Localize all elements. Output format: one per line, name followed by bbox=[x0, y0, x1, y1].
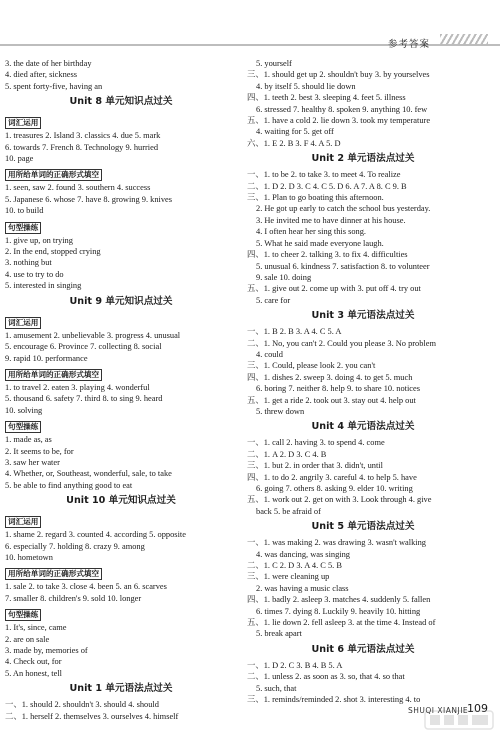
answer-line: 4. could bbox=[256, 349, 283, 359]
answer-line: 5. thousand 6. safety 7. third 8. to sing 9. heard bbox=[5, 394, 163, 404]
answer-line: 6. boring 7. neither 8. help 9. to share 10. notices bbox=[256, 384, 420, 394]
answer-line: 2. It seems to be, for bbox=[5, 446, 74, 456]
answer-line: 4. by itself 5. should lie down bbox=[256, 81, 356, 91]
answer-line: 5. unusual 6. kindness 7. satisfaction 8. to volunteer bbox=[256, 261, 430, 271]
answer-line: 5. such, that bbox=[256, 683, 297, 693]
unit-heading: Unit 10 单元知识点过关 bbox=[66, 495, 176, 507]
answer-line: 5. What he said made everyone laugh. bbox=[256, 238, 384, 248]
answer-line: 4. I often hear her sing this song. bbox=[256, 227, 367, 237]
unit-heading: Unit 6 单元语法点过关 bbox=[311, 643, 415, 655]
answer-line: 二、1. No, you can't 2. Could you please 3. No problem bbox=[247, 338, 436, 348]
answer-line: 1. sale 2. to take 3. close 4. been 5. an 6. scarves bbox=[5, 582, 167, 592]
answer-line: 五、1. have a cold 2. lie down 3. took my temperature bbox=[247, 116, 431, 126]
answer-line: 二、1. D 2. D 3. C 4. C 5. D 6. A 7. A 8. C 9. B bbox=[247, 181, 407, 191]
section-tag: 句型操练 bbox=[5, 222, 41, 234]
answer-line: 一、1. should 2. shouldn't 3. should 4. should bbox=[5, 700, 159, 710]
page-number: 109 bbox=[467, 702, 488, 715]
answer-line: 三、1. Plan to go boating this afternoon. bbox=[247, 193, 384, 203]
answer-line: 1. give up, on trying bbox=[5, 235, 73, 245]
answer-line: 5. encourage 6. Province 7. collecting 8. social bbox=[5, 342, 162, 352]
answer-line: 一、1. was making 2. was drawing 3. wasn't walking bbox=[247, 538, 426, 548]
answer-line: 二、1. herself 2. themselves 3. ourselves 4. himself bbox=[5, 711, 179, 721]
answer-line: 4. Check out, for bbox=[5, 657, 62, 667]
answer-line: 7. smaller 8. children's 9. sold 10. longer bbox=[5, 593, 142, 603]
answer-line: 二、1. A 2. D 3. C 4. B bbox=[247, 449, 327, 459]
answer-line: 三、1. should get up 2. shouldn't buy 3. by yourselves bbox=[247, 70, 430, 80]
answer-line: 5. care for bbox=[256, 295, 291, 305]
answer-line: 1. amusement 2. unbelievable 3. progress 4. unusual bbox=[5, 330, 181, 340]
answer-line: 3. made by, memories of bbox=[5, 646, 88, 655]
section-tag: 词汇运用 bbox=[5, 516, 41, 528]
answer-line: 五、1. give out 2. come up with 3. put off 4. try out bbox=[247, 284, 421, 294]
answer-line: 5. break apart bbox=[256, 629, 302, 639]
answer-line: 1. treasures 2. Island 3. classics 4. due 5. mark bbox=[5, 131, 161, 141]
unit-heading: Unit 1 单元语法点过关 bbox=[69, 683, 173, 695]
page-header bbox=[0, 0, 500, 50]
answer-line: 一、1. to be 2. to take 3. to meet 4. To realize bbox=[247, 170, 401, 180]
section-tag-row bbox=[5, 563, 237, 581]
watermark-logo bbox=[424, 709, 494, 731]
answer-line: 9. rapid 10. performance bbox=[5, 353, 88, 363]
answer-line: 3. the date of her birthday bbox=[5, 59, 92, 68]
header-stripes-decoration bbox=[440, 34, 488, 45]
answer-line: 9. sale 10. doing bbox=[256, 272, 312, 282]
answer-line: 2. In the end, stopped crying bbox=[5, 247, 101, 257]
answer-line: 四、1. badly 2. asleep 3. matches 4. suddenly 5. fallen bbox=[247, 595, 431, 605]
section-tag-row bbox=[5, 604, 237, 622]
answer-line: 10. page bbox=[5, 154, 34, 164]
unit-heading: Unit 2 单元语法点过关 bbox=[311, 153, 415, 165]
section-tag: 用所给单词的正确形式填空 bbox=[5, 568, 102, 580]
answer-line: 五、1. get a ride 2. took out 3. stay out 4. help out bbox=[247, 395, 416, 405]
answer-line: 4. waiting for 5. get off bbox=[256, 127, 334, 137]
answer-line: 10. to build bbox=[5, 206, 44, 216]
left-column bbox=[5, 58, 237, 722]
answer-line: 1. to travel 2. eaten 3. playing 4. wonderful bbox=[5, 382, 150, 392]
answer-line: 6. going 7. others 8. asking 9. elder 10. writing bbox=[256, 484, 413, 493]
answer-line: 5. be able to find anything good to eat bbox=[5, 480, 133, 490]
answer-line: 四、1. teeth 2. best 3. sleeping 4. feet 5. illness bbox=[247, 93, 406, 103]
answer-line: 6. times 7. dying 8. Luckily 9. heavily 10. hitting bbox=[256, 606, 421, 616]
section-tag-row bbox=[5, 312, 237, 330]
answer-line: 3. saw her water bbox=[5, 457, 60, 467]
section-tag-row bbox=[5, 217, 237, 235]
answer-line: 1. It's, since, came bbox=[5, 623, 67, 633]
header-title: 参考答案 bbox=[388, 39, 431, 50]
answer-line: 6. stressed 7. healthy 8. spoken 9. anything 10. few bbox=[256, 104, 428, 114]
answer-line: 四、1. to cheer 2. talking 3. to fix 4. difficulties bbox=[247, 250, 408, 260]
answer-line: 2. was having a music class bbox=[256, 583, 349, 593]
answer-line: 5. An honest, tell bbox=[5, 668, 62, 678]
answer-line: 4. Whether, or, Southeast, wonderful, sale, to take bbox=[5, 469, 172, 479]
answer-line: 六、1. E 2. B 3. F 4. A 5. D bbox=[247, 138, 341, 148]
answer-line: 5. threw down bbox=[256, 406, 305, 416]
unit-heading: Unit 5 单元语法点过关 bbox=[311, 521, 415, 533]
answer-line: 5. Japanese 6. whose 7. have 8. growing 9. knives bbox=[5, 194, 173, 204]
answer-line: 五、1. work out 2. get on with 3. Look through 4. give bbox=[247, 495, 432, 505]
answer-line: 一、1. call 2. having 3. to spend 4. come bbox=[247, 438, 385, 448]
answer-line: 4. use to try to do bbox=[5, 269, 64, 279]
unit-heading: Unit 3 单元语法点过关 bbox=[311, 310, 415, 322]
answer-line: back 5. be afraid of bbox=[256, 506, 321, 516]
unit-heading: Unit 8 单元知识点过关 bbox=[69, 96, 173, 108]
answer-line: 四、1. dishes 2. sweep 3. doing 4. to get 5. much bbox=[247, 372, 413, 382]
section-tag: 词汇运用 bbox=[5, 117, 41, 129]
footer-label: SHUQI XIANJIE bbox=[408, 706, 469, 715]
answer-line: 2. are on sale bbox=[5, 634, 50, 644]
answer-line: 二、1. unless 2. as soon as 3. so, that 4. so that bbox=[247, 672, 405, 682]
right-column bbox=[247, 58, 479, 706]
answer-line: 4. was dancing, was singing bbox=[256, 549, 350, 559]
answer-line: 10. hometown bbox=[5, 552, 53, 562]
answer-line: 一、1. D 2. C 3. B 4. B 5. A bbox=[247, 660, 343, 670]
section-tag-row bbox=[5, 164, 237, 182]
answer-line: 3. He invited me to have dinner at his house. bbox=[256, 215, 406, 225]
section-tag: 句型操练 bbox=[5, 609, 41, 621]
answer-line: 1. shame 2. regard 3. counted 4. according 5. opposite bbox=[5, 530, 186, 540]
section-tag: 用所给单词的正确形式填空 bbox=[5, 369, 102, 381]
answer-line: 1. seen, saw 2. found 3. southern 4. success bbox=[5, 183, 151, 193]
answer-line: 2. He got up early to catch the school bus yesterday. bbox=[256, 204, 431, 214]
section-tag-row bbox=[5, 416, 237, 434]
answer-line: 二、1. C 2. D 3. A 4. C 5. B bbox=[247, 561, 342, 571]
unit-heading: Unit 4 单元语法点过关 bbox=[311, 421, 415, 433]
answer-line: 6. especially 7. holding 8. crazy 9. among bbox=[5, 541, 145, 551]
unit-heading: Unit 9 单元知识点过关 bbox=[69, 295, 173, 307]
section-tag-row bbox=[5, 112, 237, 130]
answer-line: 5. interested in singing bbox=[5, 281, 82, 291]
answer-line: 五、1. lie down 2. fell asleep 3. at the time 4. Instead of bbox=[247, 618, 436, 628]
answer-line: 一、1. B 2. B 3. A 4. C 5. A bbox=[247, 327, 342, 337]
section-tag-row bbox=[5, 364, 237, 382]
section-tag: 用所给单词的正确形式填空 bbox=[5, 169, 102, 181]
answer-line: 三、1. but 2. in order that 3. didn't, until bbox=[247, 461, 383, 471]
answer-line: 5. yourself bbox=[256, 59, 292, 68]
answer-line: 1. made as, as bbox=[5, 435, 52, 445]
section-tag: 句型操练 bbox=[5, 421, 41, 433]
answer-line: 4. died after, sickness bbox=[5, 70, 77, 80]
answer-line: 三、1. reminds/reminded 2. shot 3. interesting 4. to bbox=[247, 695, 421, 705]
answer-line: 5. spent forty-five, having an bbox=[5, 81, 103, 91]
answer-line: 四、1. to do 2. angrily 3. careful 4. to help 5. have bbox=[247, 472, 417, 482]
answer-line: 三、1. were cleaning up bbox=[247, 572, 330, 582]
answer-line: 3. nothing but bbox=[5, 258, 52, 268]
answer-line: 三、1. Could, please look 2. you can't bbox=[247, 361, 376, 371]
answer-line: 10. solving bbox=[5, 405, 43, 415]
section-tag: 词汇运用 bbox=[5, 317, 41, 329]
section-tag-row bbox=[5, 511, 237, 529]
answer-line: 6. towards 7. French 8. Technology 9. hurried bbox=[5, 142, 159, 152]
